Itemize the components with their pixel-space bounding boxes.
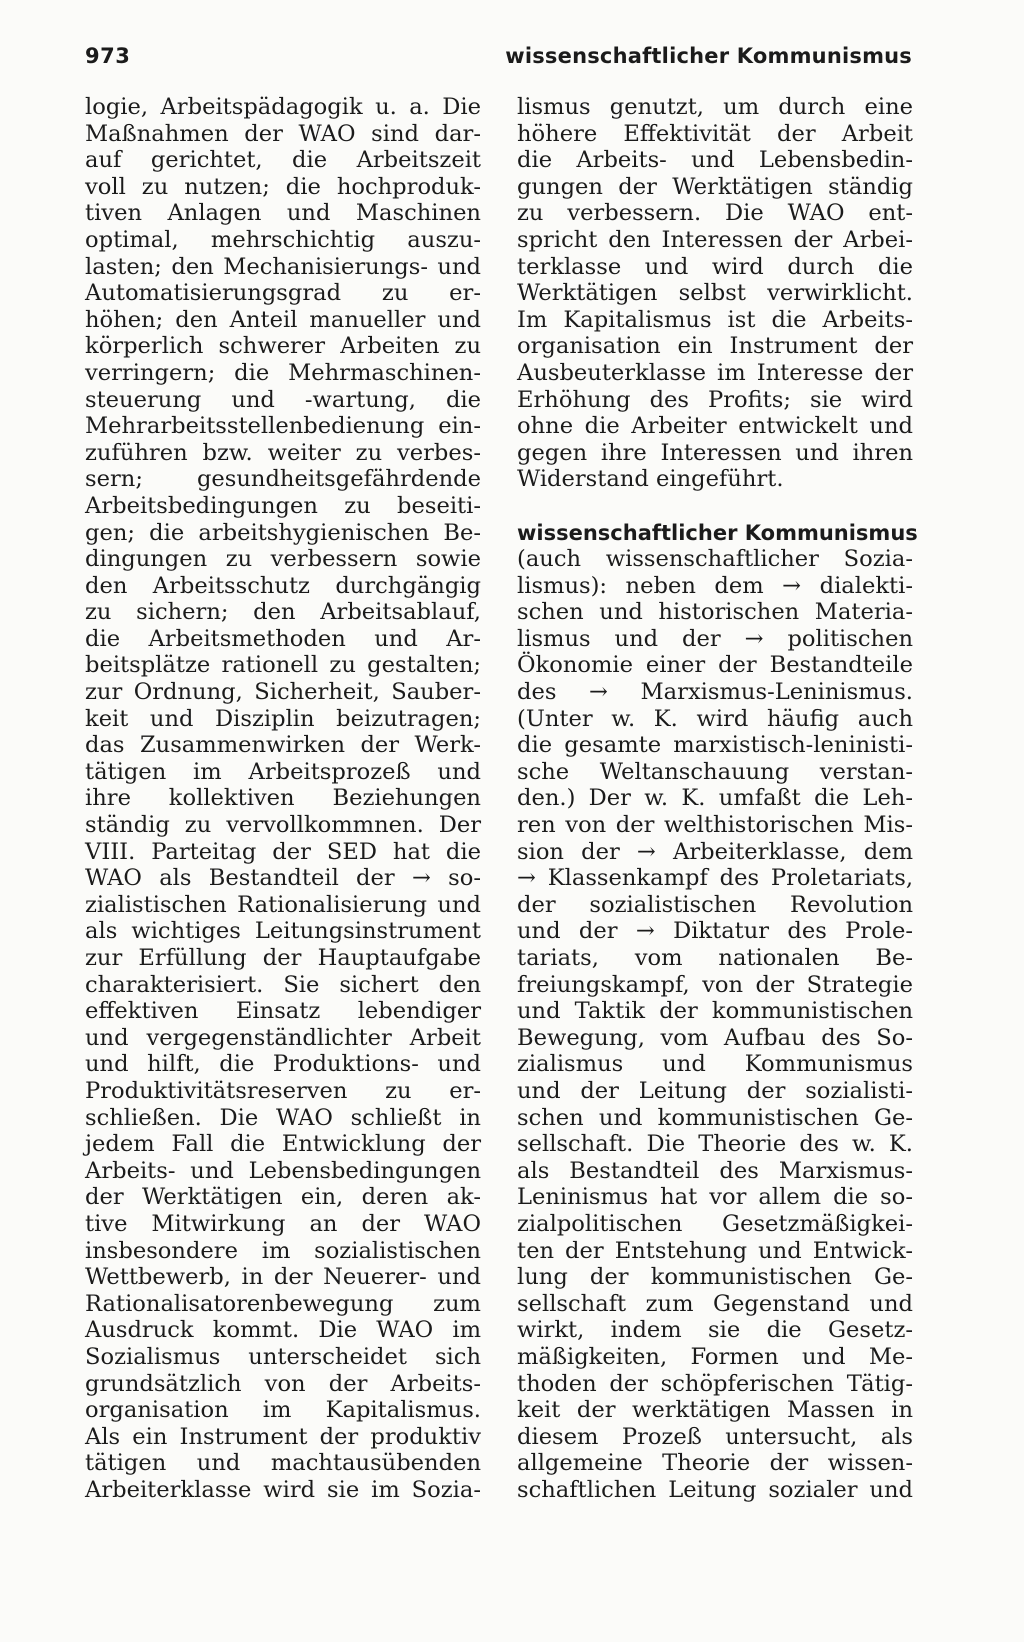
text-line: zialismus und Kommunismus (517, 1051, 913, 1078)
text-line: logie, Arbeitspädagogik u. a. Die (85, 94, 481, 120)
text-line: Ökonomie einer der Bestandteile (517, 652, 913, 679)
text-line: wirkt, indem sie die Gesetz- (517, 1317, 913, 1344)
text-line: organisation im Kapitalismus. (85, 1397, 481, 1424)
right-column (517, 94, 918, 1503)
text-line: gen; die arbeitshygienischen Be- (85, 519, 481, 546)
text-line: sion der → Arbeiterklasse, dem (517, 838, 913, 865)
entry-term: wissenschaftlicher Kommunismus (517, 520, 918, 545)
text-line: Im Kapitalismus ist die Arbeits- (517, 306, 913, 333)
text-line: keit und Disziplin beizutragen; (85, 705, 481, 732)
text-line: tätigen im Arbeitsprozeß und (85, 758, 481, 785)
text-line: Sozialismus unterscheidet sich (85, 1343, 481, 1370)
text-line: schen und historischen Materia- (517, 599, 913, 626)
text-line: ren von der welthistorischen Mis- (517, 812, 913, 839)
text-line: jedem Fall die Entwicklung der (85, 1131, 481, 1158)
text-line: verringern; die Mehrmaschinen- (85, 359, 481, 386)
paragraph-gap (517, 493, 913, 520)
text-line: schen und kommunistischen Ge- (517, 1104, 913, 1131)
text-line: voll zu nutzen; die hochproduk- (85, 173, 481, 200)
text-line: Widerstand eingeführt. (517, 466, 784, 493)
text-line: den.) Der w. K. umfaßt die Leh- (517, 785, 913, 812)
text-line: ständig zu vervollkommnen. Der (85, 812, 481, 839)
text-line: organisation ein Instrument der (517, 333, 913, 360)
text-line: thoden der schöpferischen Tätig- (517, 1370, 913, 1397)
entry-body (517, 546, 913, 1503)
text-line: Arbeitsbedingungen zu beseiti- (85, 492, 481, 519)
entry-headword (517, 520, 918, 547)
text-line: tätigen und machtausübenden (85, 1450, 481, 1477)
text-line: Arbeiterklasse wird sie im Sozia- (85, 1476, 481, 1503)
text-line: effektiven Einsatz lebendiger (85, 998, 481, 1025)
text-line: höhere Effektivität der Arbeit (517, 120, 913, 147)
text-line: Produktivitätsreserven zu er- (85, 1077, 481, 1104)
text-line: lismus): neben dem → dialekti- (517, 572, 913, 599)
text-line: gegen ihre Interessen und ihren (517, 439, 913, 466)
text-line: als Bestandteil des Marxismus- (517, 1157, 913, 1184)
text-line: lasten; den Mechanisierungs- und (85, 253, 481, 280)
text-line: zur Ordnung, Sicherheit, Sauber- (85, 679, 481, 706)
running-head: wissenschaftlicher Kommunismus (505, 44, 912, 68)
text-line: freiungskampf, von der Strategie (517, 971, 913, 998)
text-line: Maßnahmen der WAO sind dar- (85, 120, 481, 147)
text-line: tiven Anlagen und Maschinen (85, 200, 481, 227)
text-line: VIII. Parteitag der SED hat die (85, 838, 481, 865)
text-line: höhen; den Anteil manueller und (85, 306, 481, 333)
text-line: der Werktätigen ein, deren ak- (85, 1184, 481, 1211)
text-line: insbesondere im sozialistischen (85, 1237, 481, 1264)
left-column (85, 94, 481, 1503)
text-line: Leninismus hat vor allem die so- (517, 1184, 913, 1211)
text-line: Bewegung, vom Aufbau des So- (517, 1024, 913, 1051)
text-line: zu sichern; den Arbeitsablauf, (85, 599, 481, 626)
text-line: keit der werktätigen Massen in (517, 1397, 913, 1424)
text-line: dingungen zu verbessern sowie (85, 546, 481, 573)
text-line: die gesamte marxistisch-leninisti- (517, 732, 913, 759)
text-line: lismus genutzt, um durch eine (517, 94, 913, 120)
text-line: sellschaft. Die Theorie des w. K. (517, 1131, 913, 1158)
text-line: die Arbeitsmethoden und Ar- (85, 625, 481, 652)
text-line: auf gerichtet, die Arbeitszeit (85, 147, 481, 174)
text-line: den Arbeitsschutz durchgängig (85, 572, 481, 599)
text-line: zu verbessern. Die WAO ent- (517, 200, 913, 227)
text-line: optimal, mehrschichtig auszu- (85, 226, 481, 253)
text-line: Arbeits- und Lebensbedingungen (85, 1157, 481, 1184)
text-line: → Klassenkampf des Proletariats, (517, 865, 913, 892)
text-line: tive Mitwirkung an der WAO (85, 1210, 481, 1237)
text-line: steuerung und -wartung, die (85, 386, 481, 413)
text-line: charakterisiert. Sie sichert den (85, 971, 481, 998)
text-line: Werktätigen selbst verwirklicht. (517, 280, 913, 307)
text-line: Erhöhung des Profits; sie wird (517, 386, 913, 413)
text-line: schaftlichen Leitung sozialer und (517, 1476, 913, 1503)
text-line: Als ein Instrument der produktiv (85, 1423, 481, 1450)
text-line: lismus und der → politischen (517, 625, 913, 652)
text-line: und Taktik der kommunistischen (517, 998, 913, 1025)
text-line: sern; gesundheitsgefährdende (85, 466, 481, 493)
text-line: als wichtiges Leitungsinstrument (85, 918, 481, 945)
text-line: zialpolitischen Gesetzmäßigkei- (517, 1210, 913, 1237)
text-line: Ausbeuterklasse im Interesse der (517, 359, 913, 386)
text-line: diesem Prozeß untersucht, als (517, 1423, 913, 1450)
text-line: lung der kommunistischen Ge- (517, 1264, 913, 1291)
text-line: tariats, vom nationalen Be- (517, 945, 913, 971)
text-line: WAO als Bestandteil der → so- (85, 865, 481, 892)
text-line: grundsätzlich von der Arbeits- (85, 1370, 481, 1397)
text-line: Automatisierungsgrad zu er- (85, 280, 481, 307)
text-line: zialistischen Rationalisierung und (85, 891, 481, 918)
text-line: spricht den Interessen der Arbei- (517, 226, 913, 253)
text-line: und vergegenständlichter Arbeit (85, 1024, 481, 1051)
text-line: Ausdruck kommt. Die WAO im (85, 1317, 481, 1344)
text-line: Mehrarbeitsstellenbedienung ein- (85, 413, 481, 440)
text-line: sellschaft zum Gegenstand und (517, 1290, 913, 1317)
text-line: (auch wissenschaftlicher Sozia- (517, 546, 913, 573)
text-line: zur Erfüllung der Hauptaufgabe (85, 945, 481, 971)
text-line: ihre kollektiven Beziehungen (85, 785, 481, 812)
text-line: gungen der Werktätigen ständig (517, 173, 913, 200)
text-line: körperlich schwerer Arbeiten zu (85, 333, 481, 360)
text-line: die Arbeits- und Lebensbedin- (517, 147, 913, 174)
text-line: beitsplätze rationell zu gestalten; (85, 652, 481, 679)
text-line: ten der Entstehung und Entwick- (517, 1237, 913, 1264)
text-line: (Unter w. K. wird häufig auch (517, 705, 913, 732)
text-line: das Zusammenwirken der Werk- (85, 732, 481, 759)
text-line: schließen. Die WAO schließt in (85, 1104, 481, 1131)
text-line: des → Marxismus-Leninismus. (517, 679, 913, 706)
text-line: Wettbewerb, in der Neuerer- und (85, 1264, 481, 1291)
text-line: zuführen bzw. weiter zu verbes- (85, 439, 481, 466)
text-line: der sozialistischen Revolution (517, 891, 913, 918)
page-number: 973 (85, 44, 131, 68)
paragraph-continuation (517, 94, 913, 493)
text-line: allgemeine Theorie der wissen- (517, 1450, 913, 1477)
text-line: ohne die Arbeiter entwickelt und (517, 413, 913, 440)
text-line: und der → Diktatur des Prole- (517, 918, 913, 945)
text-line: und hilft, die Produktions- und (85, 1051, 481, 1078)
text-line: sche Weltanschauung verstan- (517, 758, 913, 785)
text-line: terklasse und wird durch die (517, 253, 913, 280)
text-line: und der Leitung der sozialisti- (517, 1077, 913, 1104)
text-line: mäßigkeiten, Formen und Me- (517, 1343, 913, 1370)
text-line: Rationalisatorenbewegung zum (85, 1290, 481, 1317)
